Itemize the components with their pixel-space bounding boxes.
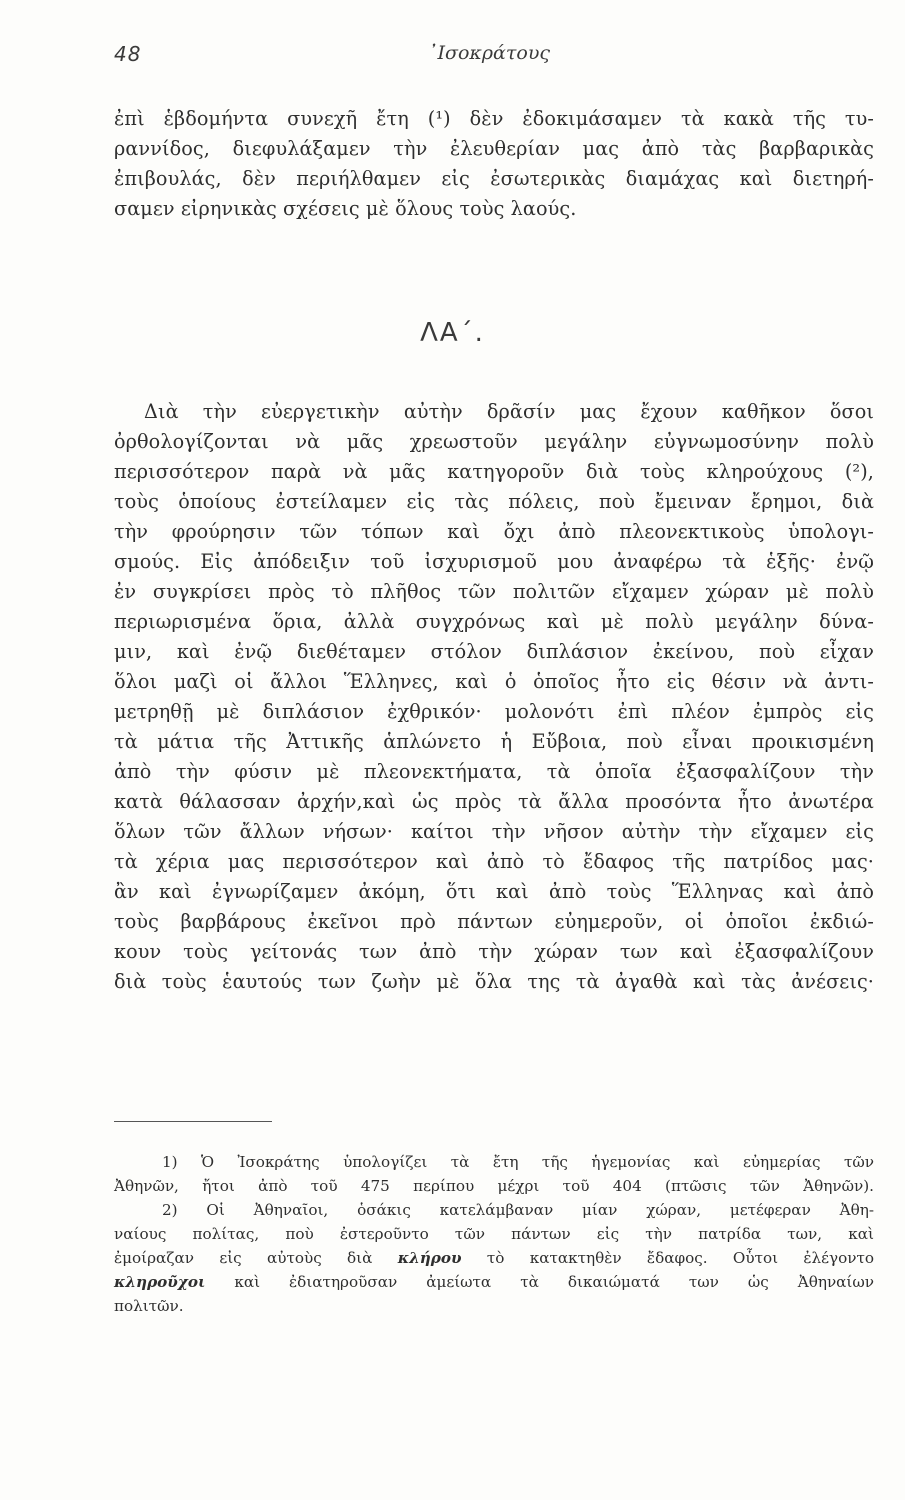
footnote-2-line: ναίους πολίτας, ποὺ ἐστεροῦντο τῶν πάντων εἰς τὴν πατρίδα των, καὶ — [114, 1225, 874, 1243]
footnote-separator — [114, 1121, 272, 1122]
text-line: σμούς. Εἰς ἀπόδειξιν τοῦ ἰσχυρισμοῦ μου ἀναφέρω τὰ ἑξῆς· ἐνῷ — [114, 550, 874, 573]
text-line: διὰ τοὺς ἑαυτούς των ζωὴν μὲ ὅλα της τὰ ἀγαθὰ καὶ τὰς ἀνέσεις· — [114, 970, 874, 993]
text-line: κατὰ θάλασσαν ἀρχήν,καὶ ὡς πρὸς τὰ ἄλλα προσόντα ἦτο ἀνωτέρα — [114, 790, 874, 813]
text-line: ἀπὸ τὴν φύσιν μὲ πλεονεκτήματα, τὰ ὁποῖα ἐξασφαλίζουν τὴν — [114, 760, 874, 783]
text-line: περισσότερον παρὰ νὰ μᾶς κατηγοροῦν διὰ τοὺς κληρούχους (²), — [114, 460, 874, 483]
footnote-2-line — [114, 1246, 874, 1270]
text-line: τοὺς ὁποίους ἐστείλαμεν εἰς τὰς πόλεις, ποὺ ἔμειναν ἔρημοι, διὰ — [114, 490, 874, 513]
text-line: μετρηθῇ μὲ διπλάσιον ἐχθρικόν· μολονότι ἐπὶ πλέον ἐμπρὸς εἰς — [114, 700, 874, 723]
text-line: ἐπιβουλάς, δὲν περιήλθαμεν εἰς ἐσωτερικὰς διαμάχας καὶ διετηρή- — [114, 167, 874, 190]
text-line: ὅλων τῶν ἄλλων νήσων· καίτοι τὴν νῆσον αὐτὴν τὴν εἴχαμεν εἰς — [114, 820, 874, 843]
footnote-text: τὸ κατακτηθὲν ἔδαφος. Οὗτοι ἐλέγοντο — [486, 1249, 875, 1267]
text-line: τὰ χέρια μας περισσότερον καὶ ἀπὸ τὸ ἔδαφος τῆς πατρίδος μας· — [114, 850, 874, 873]
text-line: Διὰ τὴν εὐεργετικὴν αὐτὴν δρᾶσίν μας ἔχουν καθῆκον ὅσοι — [144, 400, 874, 423]
text-line: κουν τοὺς γείτονάς των ἀπὸ τὴν χώραν των καὶ ἐξασφαλίζουν — [114, 940, 874, 963]
footnote-text: ἐμοίραζαν εἰς αὐτοὺς διὰ — [114, 1249, 373, 1267]
text-line: ὀρθολογίζονται νὰ μᾶς χρεωστοῦν μεγάλην εὐγνωμοσύνην πολὺ — [114, 430, 874, 453]
text-line: σαμεν εἰρηνικὰς σχέσεις μὲ ὅλους τοὺς λαούς. — [114, 197, 577, 220]
text-line: ὅλοι μαζὶ οἱ ἄλλοι Ἕλληνες, καὶ ὁ ὁποῖος ἦτο εἰς θέσιν νὰ ἀντι- — [114, 670, 874, 693]
footnote-2-line: 2) Οἱ Ἀθηναῖοι, ὁσάκις κατελάμβαναν μίαν χώραν, μετέφεραν Ἀθη- — [162, 1201, 874, 1219]
footnote-2-line: πολιτῶν. — [114, 1297, 184, 1315]
text-line: τοὺς βαρβάρους ἐκεῖνοι πρὸ πάντων εὐημεροῦν, οἱ ὁποῖοι ἐκδιώ- — [114, 910, 874, 933]
text-line: ἂν καὶ ἐγνωρίζαμεν ἀκόμη, ὅτι καὶ ἀπὸ τοὺς Ἕλληνας καὶ ἀπὸ — [114, 880, 874, 903]
footnote-1-line: Ἀθηνῶν, ἤτοι ἀπὸ τοῦ 475 περίπου μέχρι τοῦ 404 (πτῶσις τῶν Ἀθηνῶν). — [114, 1177, 874, 1195]
footnote-2-line — [114, 1270, 874, 1294]
paragraph-2 — [114, 397, 874, 997]
text-line: ἐν συγκρίσει πρὸς τὸ πλῆθος τῶν πολιτῶν εἴχαμεν χώραν μὲ πολὺ — [114, 580, 874, 603]
chapter-heading: ΛΑ΄. — [420, 318, 485, 348]
page-number: 48 — [114, 42, 142, 66]
text-line: περιωρισμένα ὅρια, ἀλλὰ συγχρόνως καὶ μὲ πολὺ μεγάλην δύνα- — [114, 610, 874, 633]
text-line: μιν, καὶ ἐνῷ διεθέταμεν στόλον διπλάσιον ἐκείνου, ποὺ εἶχαν — [114, 640, 874, 663]
text-line: τὰ μάτια τῆς Ἀττικῆς ἁπλώνετο ἡ Εὔβοια, ποὺ εἶναι προικισμένη — [114, 730, 874, 753]
text-line: ραννίδος, διεφυλάξαμεν τὴν ἐλευθερίαν μας ἀπὸ τὰς βαρβαρικὰς — [114, 137, 874, 160]
footnote-text: καὶ ἐδιατηροῦσαν ἀμείωτα τὰ δικαιώματά των ὡς Ἀθηναίων — [234, 1273, 875, 1291]
paragraph-1 — [114, 104, 874, 224]
running-title: ᾽Ισοκράτους — [428, 42, 551, 64]
footnotes — [114, 1150, 874, 1318]
emphasized-term: κλήρου — [397, 1249, 462, 1267]
text-line: τὴν φρούρησιν τῶν τόπων καὶ ὄχι ἀπὸ πλεονεκτικοὺς ὑπολογι- — [114, 520, 874, 543]
text-line: ἐπὶ ἑβδομήντα συνεχῆ ἔτη (¹) δὲν ἐδοκιμάσαμεν τὰ κακὰ τῆς τυ- — [114, 107, 874, 130]
page-header — [0, 42, 905, 72]
emphasized-term: κληροῦχοι — [114, 1273, 206, 1291]
footnote-1-line: 1) Ὁ Ἰσοκράτης ὑπολογίζει τὰ ἔτη τῆς ἡγεμονίας καὶ εὐημερίας τῶν — [162, 1153, 874, 1171]
